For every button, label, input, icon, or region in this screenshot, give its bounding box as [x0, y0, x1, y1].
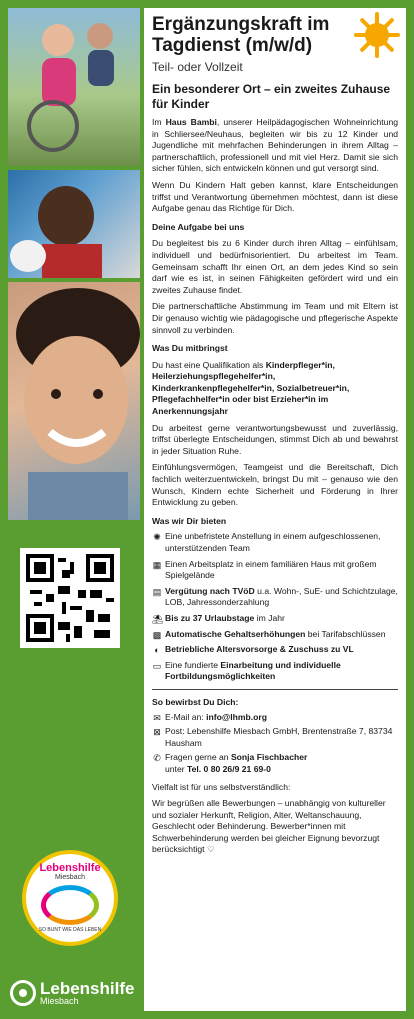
- contact-email: ✉ E-Mail an: info@lhmb.org: [153, 711, 267, 723]
- benefit-item: ⛱ Bis zu 37 Urlaubstage im Jahr: [152, 612, 285, 624]
- phone-icon: ✆: [153, 753, 161, 764]
- benefit-item: ▩ Automatische Gehaltserhöhungen bei Tarifabschlüssen: [152, 628, 386, 640]
- task-paragraph-1: Du begleitest bis zu 6 Kinder durch ihren Alltag – einfühlsam, individuell und bedürfnisorientiert. Du arbeitest im Team. Gemeinsam schafft Ihr einen Ort, an dem jedes Kind so sein darf wie es ist, in seinen Fähigkeiten gefördert wird und ein zweites Zuhause findet.: [152, 238, 398, 295]
- contact-post: ⊠ Post: Lebenshilfe Miesbach GmbH, Brentenstraße 7, 83734 Hausham: [153, 726, 393, 748]
- profile-paragraph-3: Einfühlungsvermögen, Teamgeist und die Bereitschaft, Dich fachlich weiterzuentwickeln, bringst Du mit – genauso wie den Wunsch, Kindern echte Sicherheit und Förderung in Ihrer Entwicklung zu geben.: [152, 462, 398, 508]
- offer-list: [152, 531, 398, 683]
- profile-paragraph-2: Du arbeitest gerne verantwortungsbewusst und zuverlässig, triffst überlegte Entscheidungen, stimmst Dich ab und bewahrst in jeder Situation Ruhe.: [152, 422, 398, 456]
- lebenshilfe-logo: [10, 980, 134, 1006]
- profile-paragraph-1: Du hast eine Qualifikation als Kinderpfleger*in, Heilerziehungspflegehelfer*in, Kinderkrankenpflegehelfer*in, Sozialbetreuer*in, Pflegefachhelfer*in oder bist Erzieher*in im Anerkennungsjahr: [152, 359, 350, 417]
- photo-boy-lying: [8, 170, 140, 278]
- task-paragraph-2: Die partnerschaftliche Abstimmung im Team und mit Eltern ist Dir genauso wichtig wie pädagogische und pflegerische Aspekte sinnvoll zu verbinden.: [152, 301, 398, 335]
- mail-icon: ✉: [153, 712, 161, 723]
- job-title: Ergänzungskraft im Tagdienst (m/w/d): [152, 14, 330, 56]
- diversity-text: Wir begrüßen alle Bewerbungen – unabhängig von kultureller und sozialer Herkunft, Religion, Alter, Weltanschauung, Geschlecht oder Behinderung. Bewerber*innen mit Schwerbehinderung werden bei gleicher Eignung bevorzugt berücksichtigt ♡: [152, 798, 386, 855]
- pie-icon: ◐: [154, 645, 160, 656]
- sun-icon: ✺: [153, 532, 161, 543]
- benefit-item: ✺ Eine unbefristete Anstellung in einem aufgeschlossenen, unterstützenden Team: [153, 531, 381, 553]
- photo-column: [8, 8, 140, 520]
- content-panel: [144, 8, 406, 1011]
- email-link[interactable]: info@lhmb.org: [206, 711, 267, 722]
- badge-slogan: SO BUNT WIE DAS LEBEN: [38, 927, 102, 933]
- sun-icon: [352, 10, 402, 60]
- benefit-item: ◐ Betriebliche Altersvorsorge & Zuschuss zu VL: [152, 644, 398, 656]
- job-subtitle: Teil- oder Vollzeit: [152, 60, 243, 74]
- qr-code[interactable]: [20, 548, 120, 648]
- badge-title: Lebenshilfe: [39, 862, 101, 874]
- photo-smiling-boy: [8, 282, 140, 520]
- task-heading: Deine Aufgabe bei uns: [152, 221, 245, 232]
- building-icon: ▦: [152, 559, 162, 570]
- badge-ring-icon: [41, 885, 99, 925]
- intro-paragraph-1: Im Haus Bambi, unserer Heilpädagogischen Wohneinrichtung in Schliersee/Neuhaus, begleiten wir bis zu 12 Kinder und Jugendliche mit mehrfachen Behinderungen in ihrem Alltag – partnerschaftlich, professionell und mit viel Herz. Damit sie sich sicher fühlen, sich entwickeln können und gut versorgt sind.: [152, 117, 398, 174]
- chart-icon: ▩: [152, 629, 162, 640]
- badge-place: Miesbach: [55, 874, 85, 881]
- headline: Ein besonderer Ort – ein zweites Zuhause für Kinder: [152, 82, 391, 111]
- apply-heading: So bewirbst Du Dich:: [152, 696, 239, 707]
- book-icon: ▭: [152, 660, 162, 671]
- benefit-item: ▦ Einen Arbeitsplatz in einem familiären Haus mit großem Spielgelände: [152, 558, 377, 581]
- logo-place: Miesbach: [40, 996, 79, 1006]
- post-icon: ⊠: [153, 727, 161, 738]
- contact-phone: ✆ Fragen gerne an Sonja Fischbacher unter Tel. 0 80 26/9 21 69-0: [153, 752, 308, 774]
- photo-girl-wheelchair: [8, 8, 140, 166]
- lebenshilfe-badge: [22, 850, 118, 946]
- logo-name: Lebenshilfe: [40, 979, 135, 998]
- benefit-item: ▭ Eine fundierte Einarbeitung und individuelle Fortbildungsmöglichkeiten: [152, 659, 341, 682]
- phone-link[interactable]: Tel. 0 80 26/9 21 69-0: [186, 763, 271, 774]
- diversity-heading: Vielfalt ist für uns selbstverständlich:: [152, 781, 291, 792]
- profile-heading: Was Du mitbringst: [152, 343, 228, 354]
- offer-heading: Was wir Dir bieten: [152, 515, 227, 526]
- divider: [152, 689, 398, 690]
- money-icon: ▤: [152, 586, 162, 597]
- heart-icon: ♡: [206, 844, 215, 855]
- benefit-item: ▤ Vergütung nach TVöD u.a. Wohn-, SuE- und Schichtzulage, LOB, Jahressonderzahlung: [152, 585, 398, 608]
- intro-paragraph-2: Wenn Du Kindern Halt geben kannst, klare Entscheidungen triffst und Verantwortung übernehmen möchtest, dann ist diese Aufgabe genau das Richtige für Dich.: [152, 179, 398, 214]
- beach-icon: ⛱: [152, 613, 164, 624]
- lebenshilfe-logo-icon: [10, 980, 36, 1006]
